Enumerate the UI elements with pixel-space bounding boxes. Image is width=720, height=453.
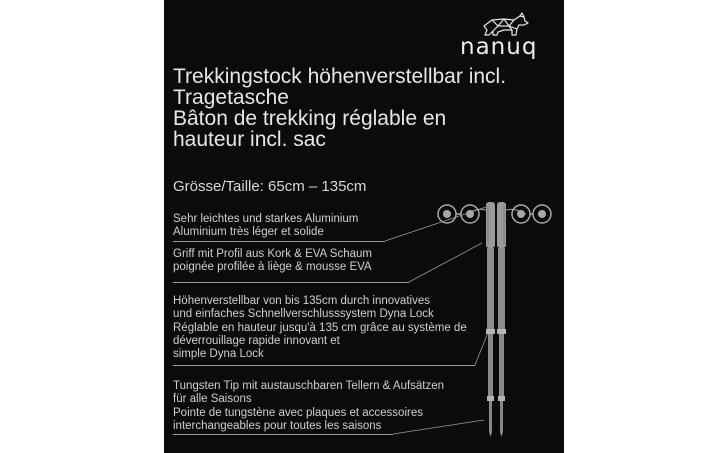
trekking-poles-illustration xyxy=(164,0,564,453)
product-info-card xyxy=(164,0,564,453)
leader-line xyxy=(475,330,489,365)
title-line: Tragetasche xyxy=(173,86,289,109)
dyna-lock xyxy=(497,329,506,334)
feature-text: déverrouillage rapide innovant et xyxy=(173,334,340,347)
pole-shaft-lower xyxy=(488,334,493,398)
feature-text: Sehr leichtes und starkes Aluminium xyxy=(173,213,359,225)
leader-line xyxy=(409,243,482,282)
feature-text: und einfaches Schnellverschlusssystem Dyna Lock xyxy=(173,308,434,321)
trekking-pole-left xyxy=(438,202,495,437)
dyna-lock xyxy=(498,396,505,401)
feature-text: simple Dyna Lock xyxy=(173,348,264,361)
pole-grip xyxy=(497,202,506,248)
feature-text: interchangeables pour toutes les saisons xyxy=(173,419,382,432)
brand-wordmark: nanuq xyxy=(460,34,538,60)
tungsten-tip xyxy=(489,431,492,437)
feature-text: Pointe de tungstène avec plaques et accessoires xyxy=(173,406,423,419)
pole-shaft-upper xyxy=(487,248,494,330)
feature-text: Griff mit Profil aus Kork & EVA Schaum xyxy=(173,248,372,260)
trekking-pole-right xyxy=(497,202,551,437)
pole-shaft-tip xyxy=(489,401,492,431)
pole-grip xyxy=(486,202,495,248)
title-line: Trekkingstock höhenverstellbar incl. xyxy=(173,65,507,88)
size-info: Grösse/Taille: 65cm – 135cm xyxy=(173,178,367,195)
dyna-lock xyxy=(487,396,494,401)
title-line: hauteur incl. sac xyxy=(173,128,326,151)
title-line: Bâton de trekking réglable en xyxy=(173,107,447,130)
dyna-lock xyxy=(486,329,495,334)
pole-shaft-upper xyxy=(498,248,505,330)
pole-shaft-lower xyxy=(499,334,504,398)
pole-shaft-tip xyxy=(500,401,503,431)
feature-text: für alle Saisons xyxy=(173,393,252,406)
leader-line xyxy=(393,420,484,434)
tungsten-tip xyxy=(500,431,503,437)
feature-text: Aluminium très léger et solide xyxy=(173,226,324,239)
feature-text: Höhenverstellbar von bis 135cm durch innovatives xyxy=(173,295,430,307)
feature-text: Réglable en hauteur jusqu'à 135 cm grâce au système de xyxy=(173,321,467,334)
feature-text: poignée profilée à liège & mousse EVA xyxy=(173,261,372,274)
feature-text: Tungsten Tip mit austauschbaren Tellern & Aufsätzen xyxy=(173,380,445,392)
